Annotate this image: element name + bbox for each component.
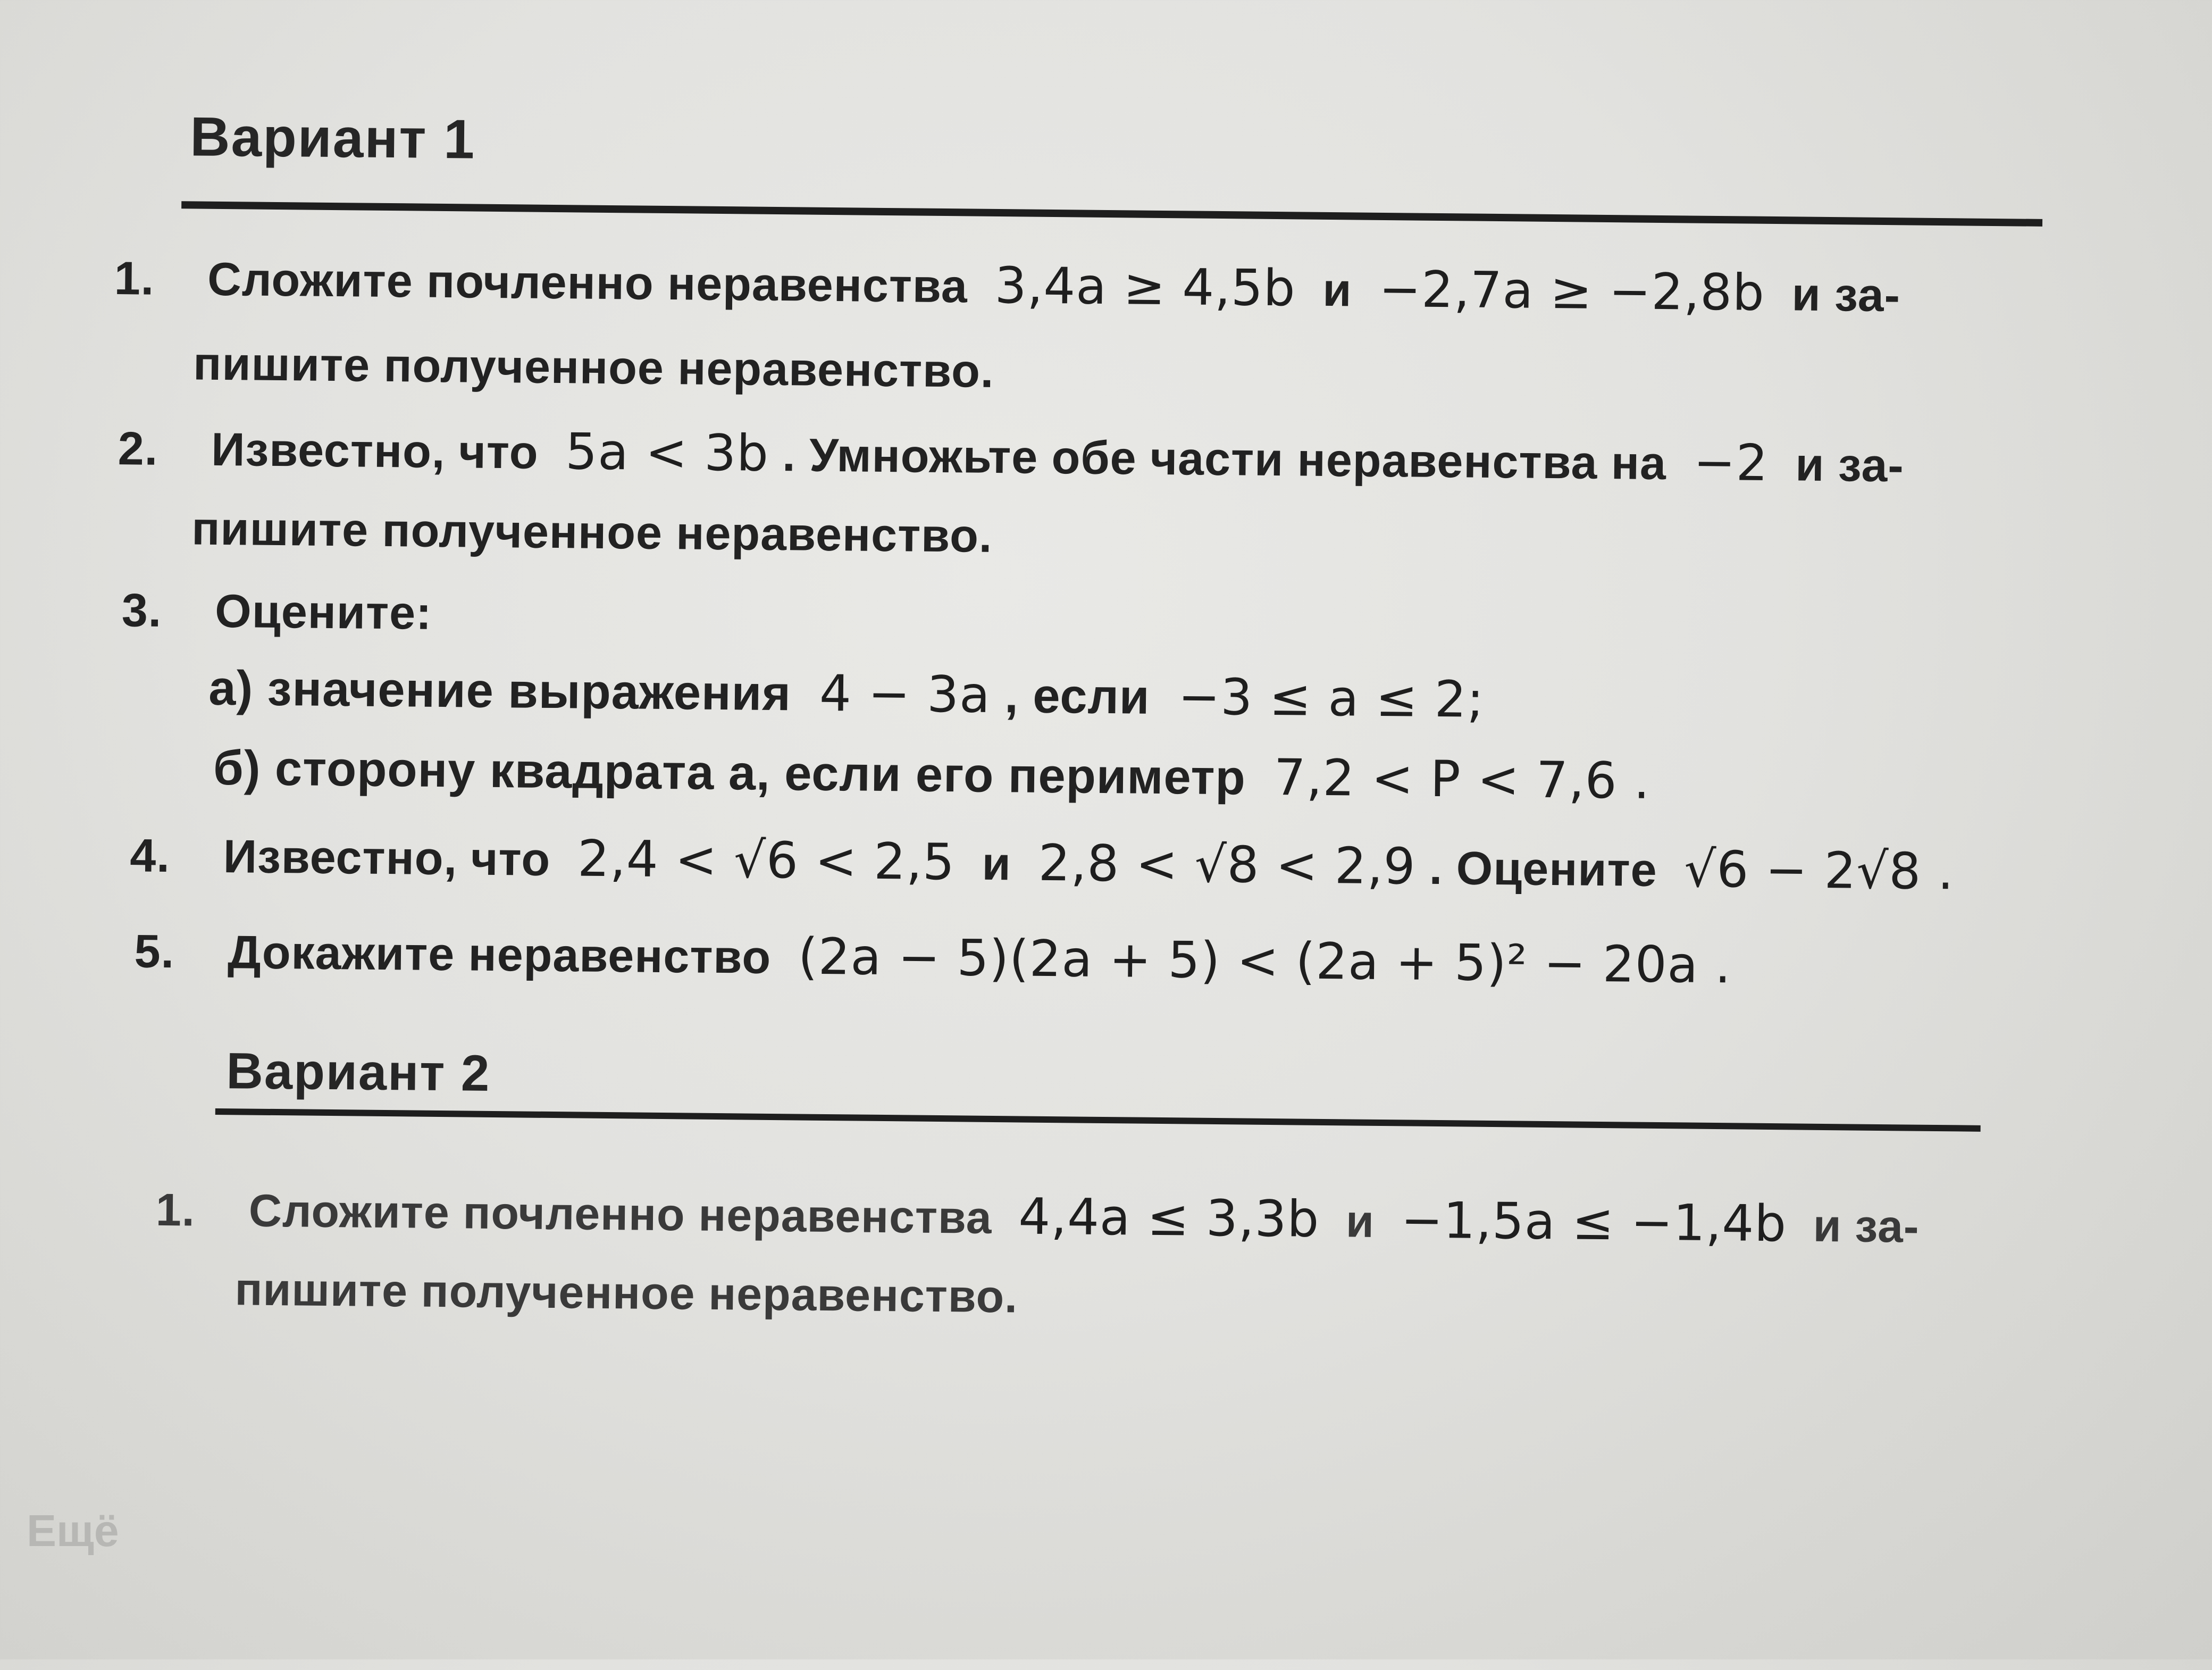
v1-task-4 [130,815,1955,913]
v1-task-1-tail: и за- [1791,268,1901,322]
v1-task-2-middle: . Умножьте обе части неравенства на [782,428,1667,490]
v1-task-1-line-1 [114,238,1901,335]
v1-task-4-expression: √6 − 2√8 . [1683,840,1955,901]
v2-task-1-inequality-1: 4,4a ≤ 3,3b [1018,1188,1320,1249]
v1-task-3-label: Оцените: [214,584,432,639]
variant-2-title-rule [215,1108,1981,1132]
v1-task-4-conjunction: и [982,837,1012,890]
v1-task-3-item-b-range: 7,2 < P < 7,6 . [1273,749,1650,811]
variant-1-title: Вариант 1 [189,106,476,171]
v1-task-1-number: 1. [114,252,155,305]
v1-task-4-middle: . Оцените [1429,841,1658,896]
v1-task-1-inequality-2: −2,7a ≥ −2,8b [1378,260,1765,322]
v1-task-2-line-2-text: пишите полученное неравенство. [191,502,993,562]
v1-task-3-item-a [208,648,1485,740]
v1-task-3-item-a-middle: , если [1004,669,1151,724]
v1-task-5 [134,911,1732,1006]
v1-task-3-line-1 [121,570,432,653]
v1-task-2-number: 2. [118,422,158,475]
v2-task-1-conjunction: и [1345,1196,1375,1247]
v1-task-1-text: Сложите почленно неравенства [207,252,968,313]
v1-task-4-bound-1: 2,4 < √6 < 2,5 [577,830,956,892]
v1-task-3-item-b-text: б) сторону квадрата a, если его периметр [213,740,1246,805]
variant-2-title: Вариант 2 [226,1042,491,1102]
v1-task-2-text: Известно, что [211,422,539,479]
v1-task-2-line-2 [191,488,993,575]
v1-task-2-tail: и за- [1795,438,1905,492]
v1-task-4-text: Известно, что [223,830,551,886]
v2-task-1-tail: и за- [1813,1200,1920,1252]
v1-task-1-line-2 [193,323,994,411]
v1-task-2-multiplier: −2 [1693,433,1769,492]
v1-task-3-item-a-range: −3 ≤ a ≤ 2; [1178,668,1485,729]
v1-task-1-line-2-text: пишите полученное неравенство. [192,337,994,397]
v1-task-5-number: 5. [134,924,175,978]
v1-task-5-text: Докажите неравенство [227,925,772,983]
v1-task-4-number: 4. [129,829,171,882]
v1-task-3-item-b [213,728,1650,822]
v1-task-3-item-a-text: а) значение выражения [208,661,792,721]
v1-task-3-item-a-expression: 4 − 3a [819,664,991,724]
v2-task-1-number: 1. [155,1184,196,1236]
more-link[interactable]: Ещё [27,1506,119,1556]
v1-task-1-conjunction: и [1322,263,1353,316]
v1-task-1-inequality-1: 3,4a ≥ 4,5b [994,256,1296,318]
v1-task-4-bound-2: 2,8 < √8 < 2,9 [1038,834,1416,896]
v1-task-2-inequality: 5a < 3b [565,423,769,483]
v2-task-1-line-2 [234,1249,1018,1337]
v2-task-1-text: Сложите почленно неравенства [248,1185,993,1243]
v2-task-1-inequality-2: −1,5a ≤ −1,4b [1401,1191,1787,1254]
v1-task-5-inequality: (2a − 5)(2a + 5) < (2a + 5)² − 20a . [798,928,1732,995]
variant-1-title-rule [181,201,2042,227]
v1-task-3-number: 3. [121,583,162,637]
v2-task-1-line-2-text: пишите полученное неравенство. [234,1264,1018,1323]
